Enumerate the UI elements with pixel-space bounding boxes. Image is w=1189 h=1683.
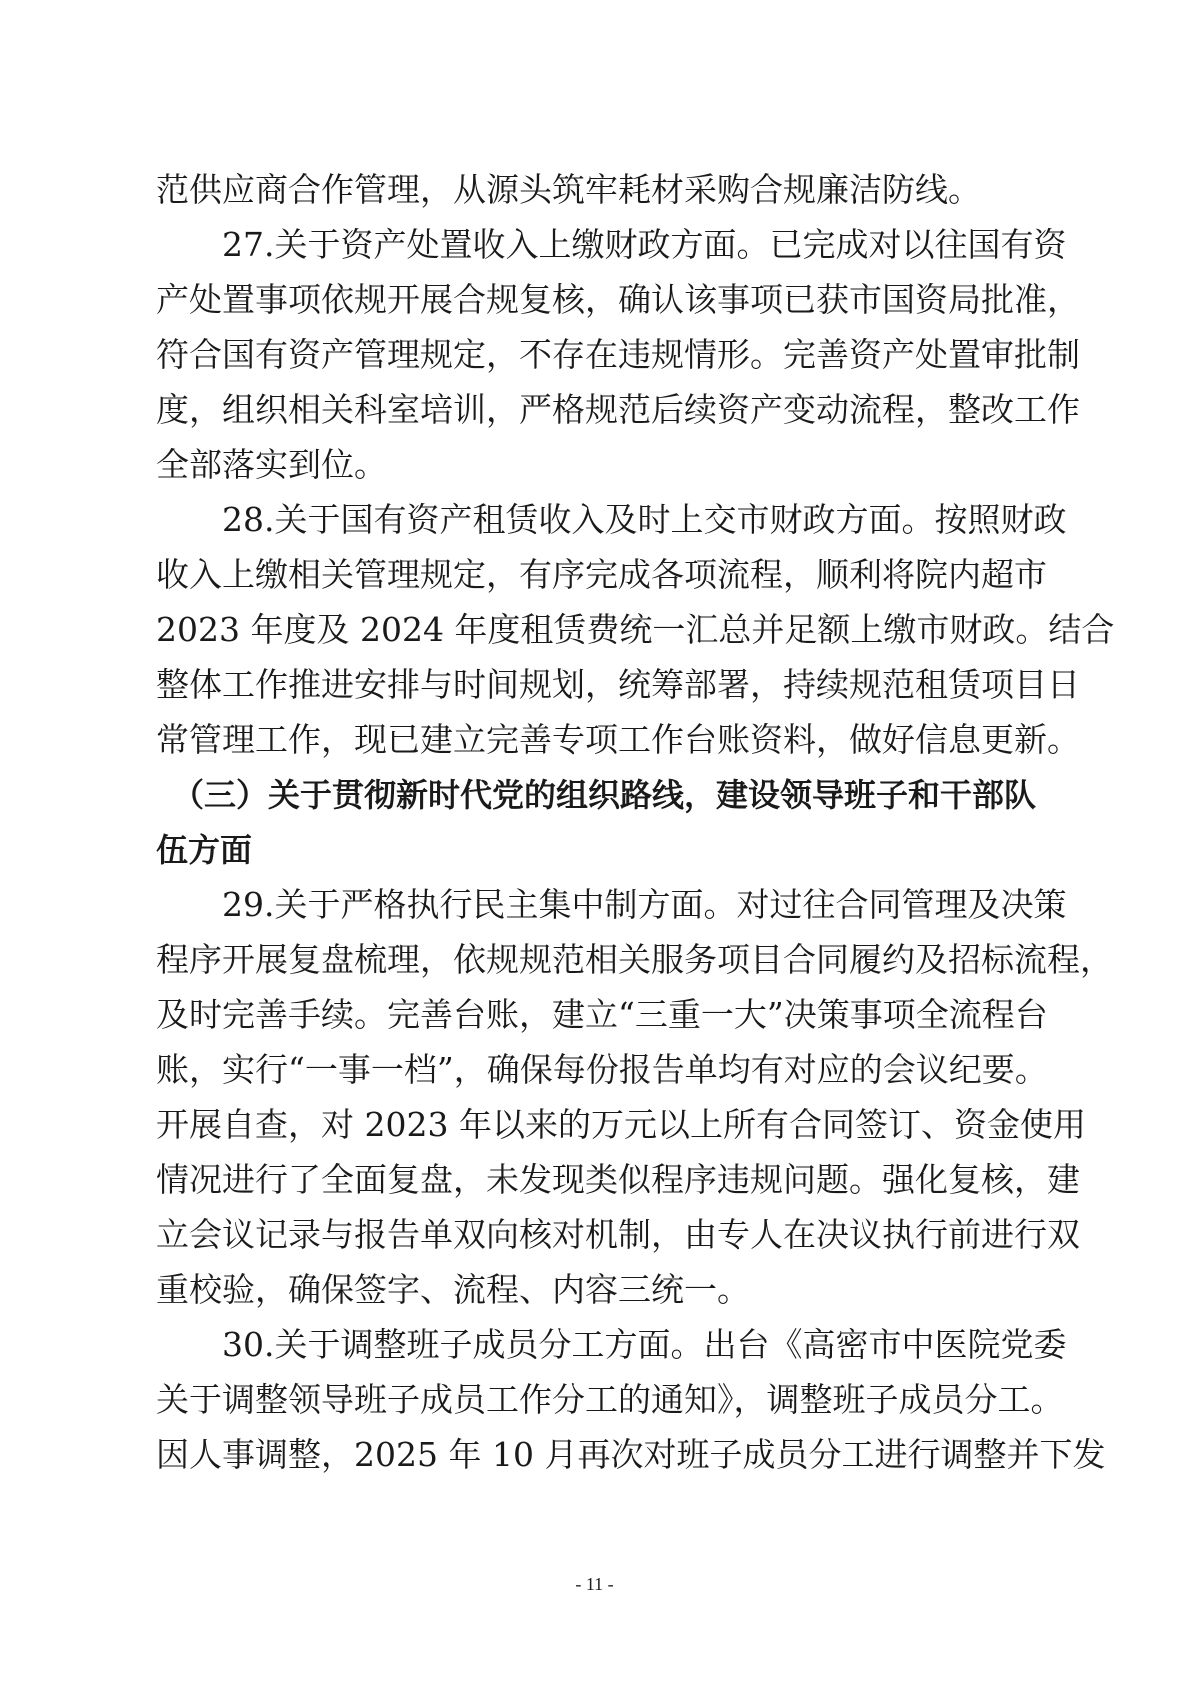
- body-text-line: 情况进行了全面复盘，未发现类似程序违规问题。强化复核，建: [156, 1160, 1080, 1199]
- body-text-line: 范供应商合作管理，从源头筑牢耗材采购合规廉洁防线。: [156, 170, 981, 209]
- body-text-line: 度，组织相关科室培训，严格规范后续资产变动流程，整改工作: [156, 390, 1080, 429]
- body-text-line: 29.关于严格执行民主集中制方面。对过往合同管理及决策: [156, 885, 1067, 924]
- body-text-line: 全部落实到位。: [156, 445, 387, 484]
- body-text-line: 收入上缴相关管理规定，有序完成各项流程，顺利将院内超市: [156, 555, 1047, 594]
- body-text-line: 整体工作推进安排与时间规划，统筹部署，持续规范租赁项目日: [156, 665, 1080, 704]
- body-text-line: 符合国有资产管理规定，不存在违规情形。完善资产处置审批制: [156, 335, 1080, 374]
- body-text-line: 关于调整领导班子成员工作分工的通知》，调整班子成员分工。: [156, 1380, 1064, 1419]
- body-text-line: 28.关于国有资产租赁收入及时上交市财政方面。按照财政: [156, 500, 1067, 539]
- body-text-line: 27.关于资产处置收入上缴财政方面。已完成对以往国有资: [156, 225, 1067, 264]
- body-text-line: 账，实行“一事一档”，确保每份报告单均有对应的会议纪要。: [156, 1050, 1048, 1089]
- body-text-line: 及时完善手续。完善台账，建立“三重一大”决策事项全流程台: [156, 995, 1048, 1034]
- body-text-line: 因人事调整，2025 年 10 月再次对班子成员分工进行调整并下发: [156, 1435, 1106, 1474]
- body-text-line: 常管理工作，现已建立完善专项工作台账资料，做好信息更新。: [156, 720, 1080, 759]
- body-text-line: 产处置事项依规开展合规复核，确认该事项已获市国资局批准，: [156, 280, 1080, 319]
- section-heading-line: 伍方面: [156, 831, 253, 869]
- body-text-line: 30.关于调整班子成员分工方面。出台《高密市中医院党委: [156, 1325, 1067, 1364]
- body-text-line: 程序开展复盘梳理，依规规范相关服务项目合同履约及招标流程，: [156, 940, 1113, 979]
- body-text-line: 立会议记录与报告单双向核对机制，由专人在决议执行前进行双: [156, 1215, 1080, 1254]
- page-number: - 11 -: [575, 1574, 614, 1594]
- body-text-line: 重校验，确保签字、流程、内容三统一。: [156, 1270, 750, 1309]
- body-text-line: 2023 年度及 2024 年度租赁费统一汇总并足额上缴市财政。结合: [156, 610, 1115, 649]
- body-text-line: 开展自查，对 2023 年以来的万元以上所有合同签订、资金使用: [156, 1105, 1086, 1144]
- section-heading-line: （三）关于贯彻新时代党的组织路线，建设领导班子和干部队: [156, 776, 1037, 814]
